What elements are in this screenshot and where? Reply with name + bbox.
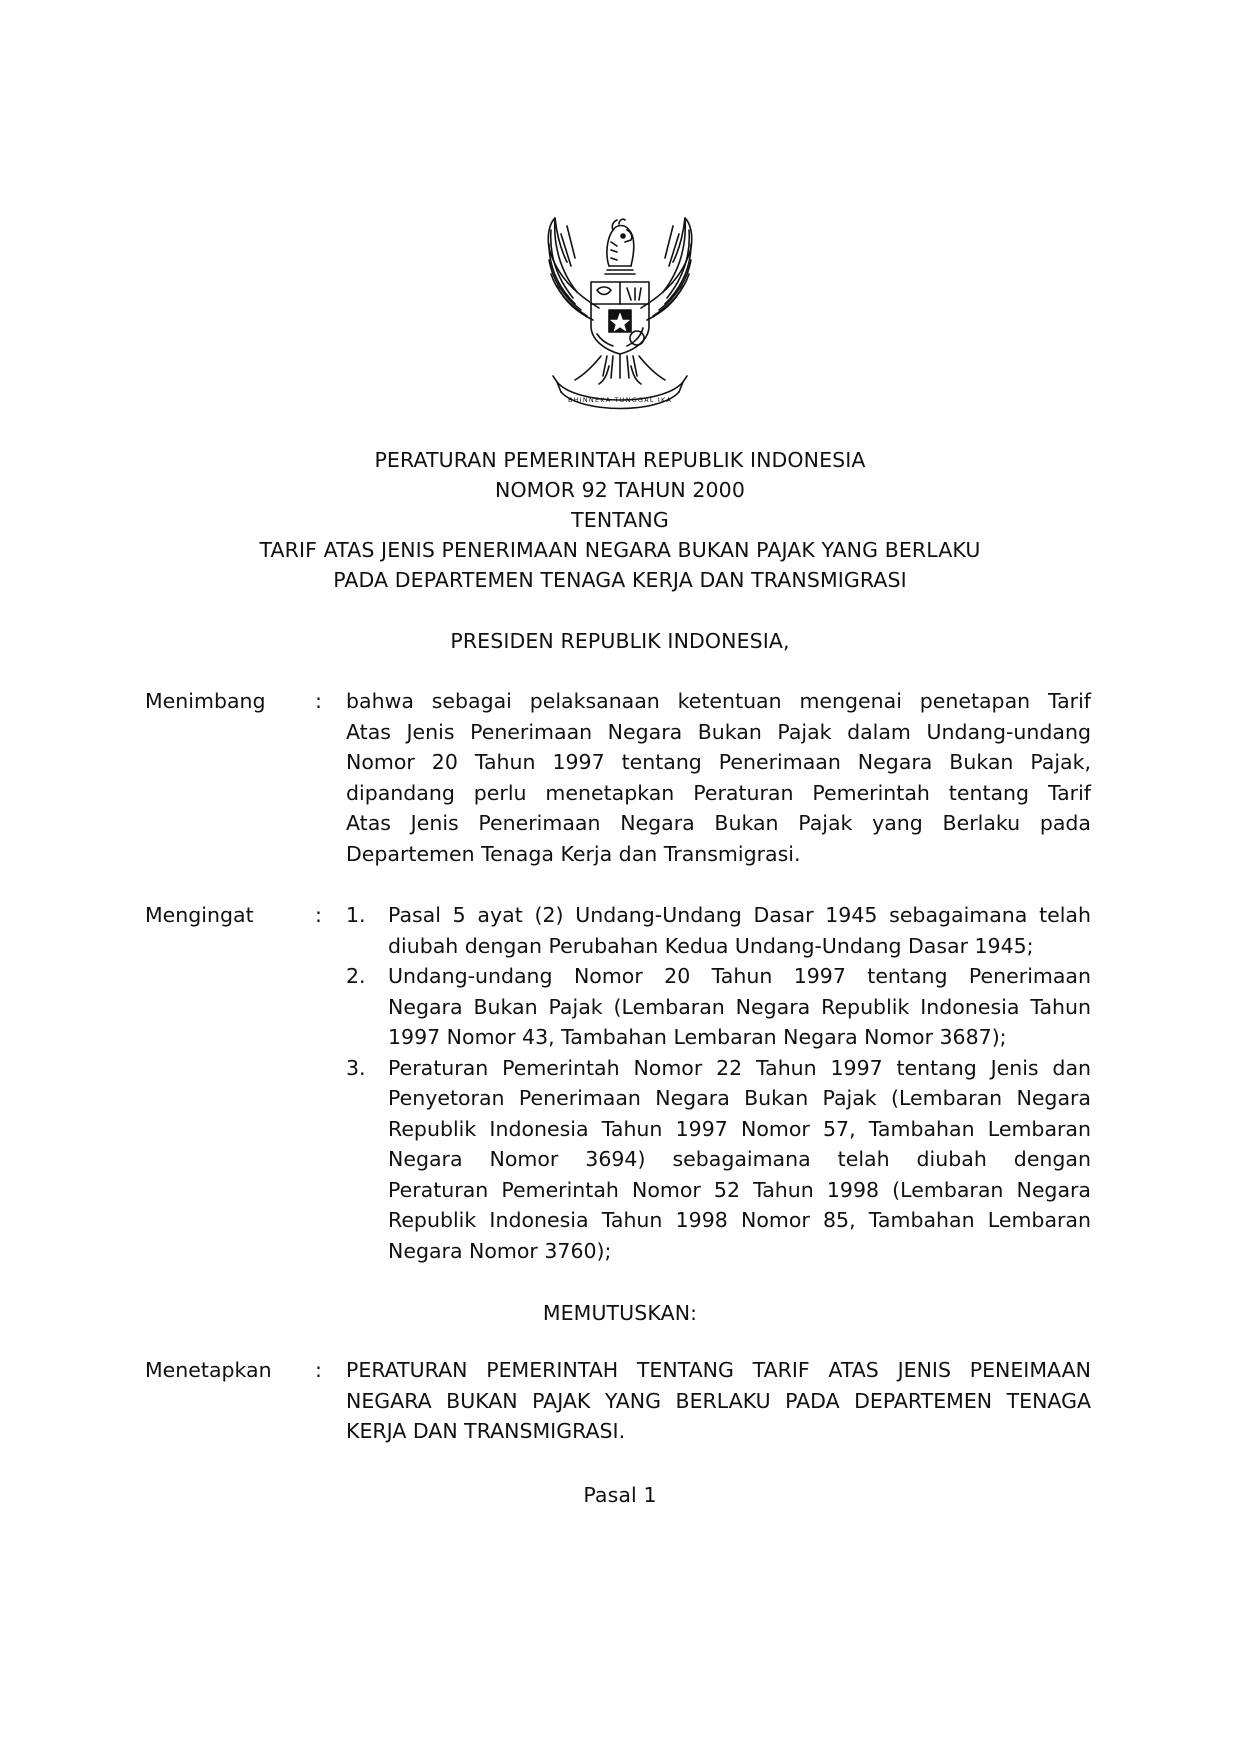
president-heading — [0, 626, 1240, 656]
item-line: Republik Indonesia Tahun 1998 Nomor 85, Tambahan Lembaran — [388, 1208, 1091, 1232]
president-text: PRESIDEN REPUBLIK INDONESIA, — [450, 629, 790, 653]
menimbang-line: Atas Jenis Penerimaan Negara Bukan Pajak yang Berlaku pada — [346, 811, 1091, 835]
menetapkan-body — [346, 1355, 1091, 1447]
title-line-3: TENTANG — [571, 508, 669, 532]
item-line: Pasal 5 ayat (2) Undang-Undang Dasar 1945 sebagaimana telah — [388, 903, 1091, 927]
item-number: 3. — [346, 1055, 366, 1080]
menimbang-label: Menimbang — [145, 689, 266, 713]
item-body — [388, 961, 1091, 1053]
menetapkan-line: NEGARA BUKAN PAJAK YANG BERLAKU PADA DEPARTEMEN TENAGA — [346, 1388, 1091, 1413]
pasal-text: Pasal 1 — [583, 1483, 657, 1507]
title-line-5: PADA DEPARTEMEN TENAGA KERJA DAN TRANSMIGRASI — [333, 568, 907, 592]
menetapkan-line: KERJA DAN TRANSMIGRASI. — [346, 1419, 626, 1443]
menimbang-line: Departemen Tenaga Kerja dan Transmigrasi. — [346, 841, 801, 866]
title-line-1: PERATURAN PEMERINTAH REPUBLIK INDONESIA — [374, 448, 866, 472]
menetapkan-line: PERATURAN PEMERINTAH TENTANG TARIF ATAS JENIS PENEIMAAN — [346, 1358, 1091, 1382]
item-body — [388, 1053, 1091, 1267]
item-number: 1. — [346, 903, 366, 927]
item-line: Peraturan Pemerintah Nomor 52 Tahun 1998 (Lembaran Negara — [388, 1177, 1091, 1202]
motto-ribbon-text: BHINNEKA TUNGGAL IKA — [567, 396, 673, 404]
menimbang-line: dipandang perlu menetapkan Peraturan Pemerintah tentang Tarif — [346, 780, 1091, 805]
pasal-heading — [0, 1480, 1240, 1510]
menimbang-line: bahwa sebagai pelaksanaan ketentuan mengenai penetapan Tarif — [346, 689, 1091, 713]
mengingat-item-2 — [346, 961, 1091, 1053]
mengingat-item-3 — [346, 1053, 1091, 1267]
title-line-4: TARIF ATAS JENIS PENERIMAAN NEGARA BUKAN PAJAK YANG BERLAKU — [259, 538, 981, 562]
regulation-title — [0, 445, 1240, 595]
menimbang-body — [346, 686, 1091, 869]
item-line: Peraturan Pemerintah Nomor 22 Tahun 1997 tentang Jenis dan — [388, 1055, 1091, 1080]
item-line: 1997 Nomor 43, Tambahan Lembaran Negara Nomor 3687); — [388, 1025, 1007, 1049]
item-line: Undang-undang Nomor 20 Tahun 1997 tentang Penerimaan — [388, 964, 1091, 988]
item-number: 2. — [346, 964, 366, 988]
item-line: Republik Indonesia Tahun 1997 Nomor 57, Tambahan Lembaran — [388, 1116, 1091, 1141]
menetapkan-colon: : — [315, 1358, 322, 1382]
menimbang-colon: : — [315, 689, 322, 713]
menimbang-line: Nomor 20 Tahun 1997 tentang Penerimaan Negara Bukan Pajak, — [346, 750, 1091, 774]
menetapkan-label: Menetapkan — [145, 1358, 272, 1382]
garuda-pancasila-emblem — [527, 216, 713, 416]
item-line: Penyetoran Penerimaan Negara Bukan Pajak (Lembaran Negara — [388, 1086, 1091, 1110]
item-line: diubah dengan Perubahan Kedua Undang-Undang Dasar 1945; — [388, 933, 1034, 958]
item-line: Negara Bukan Pajak (Lembaran Negara Republik Indonesia Tahun — [388, 994, 1091, 1019]
title-line-2: NOMOR 92 TAHUN 2000 — [495, 478, 745, 502]
memutuskan-heading — [0, 1298, 1240, 1328]
item-line: Negara Nomor 3760); — [388, 1238, 612, 1263]
mengingat-label: Mengingat — [145, 903, 254, 927]
item-body — [388, 900, 1091, 961]
mengingat-colon: : — [315, 903, 322, 927]
mengingat-body — [346, 900, 1091, 1266]
mengingat-item-1 — [346, 900, 1091, 961]
menimbang-line: Atas Jenis Penerimaan Negara Bukan Pajak dalam Undang-undang — [346, 719, 1091, 744]
memutuskan-text: MEMUTUSKAN: — [542, 1301, 698, 1325]
item-line: Negara Nomor 3694) sebagaimana telah diubah dengan — [388, 1147, 1091, 1171]
